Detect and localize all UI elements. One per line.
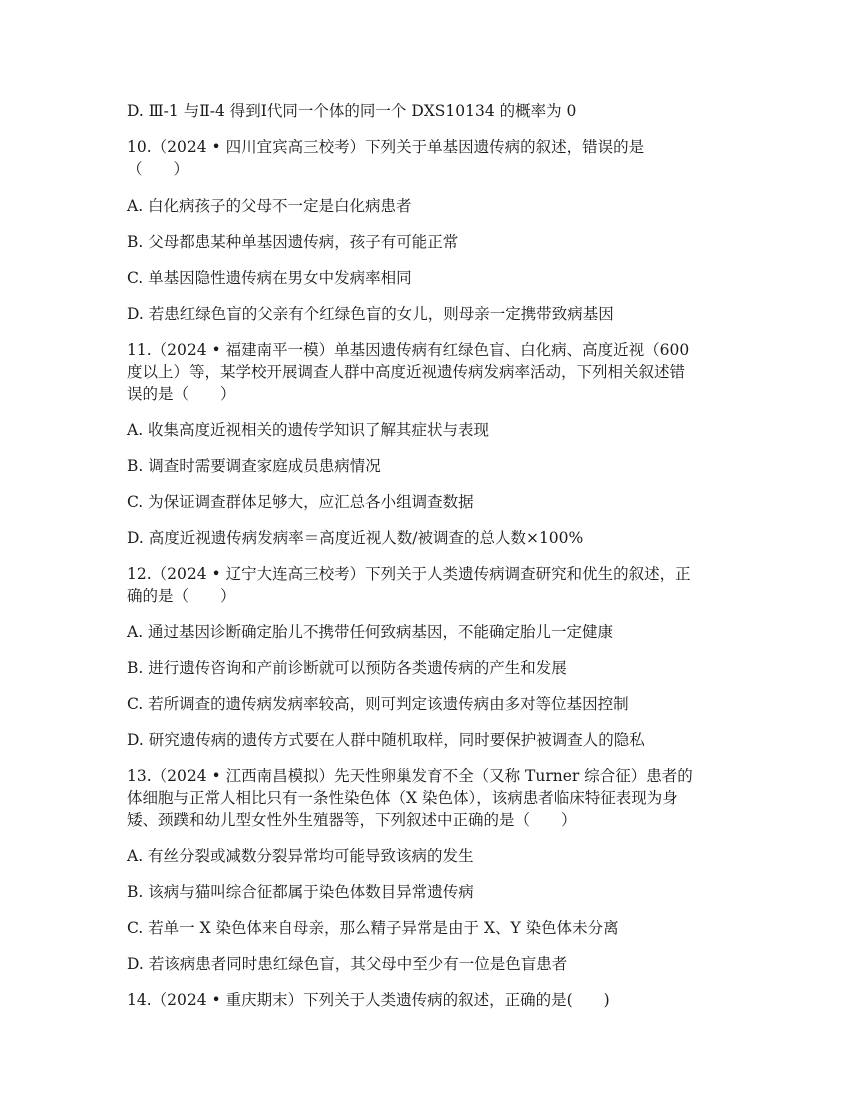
q10-option-c: C. 单基因隐性遗传病在男女中发病率相同	[127, 269, 412, 287]
q12-option-a: A. 通过基因诊断确定胎儿不携带任何致病基因，不能确定胎儿一定健康	[127, 623, 614, 641]
q14-stem: 14.（2024 • 重庆期末）下列关于人类遗传病的叙述，正确的是( )	[127, 991, 610, 1009]
q11-option-a: A. 收集高度近视相关的遗传学知识了解其症状与表现	[127, 421, 490, 439]
q13-stem-line3: 矮、颈蹼和幼儿型女性外生殖器等，下列叙述中正确的是（ ）	[127, 811, 577, 829]
q11-option-d: D. 高度近视遗传病发病率＝高度近视人数/被调查的总人数×100%	[127, 529, 584, 547]
q10-option-a: A. 白化病孩子的父母不一定是白化病患者	[127, 197, 412, 215]
q11-option-c: C. 为保证调查群体足够大，应汇总各小组调查数据	[127, 493, 474, 511]
q9-option-d: D. Ⅲ-1 与Ⅱ-4 得到Ⅰ代同一个体的同一个 DXS10134 的概率为 0	[127, 102, 577, 120]
q12-option-d: D. 研究遗传病的遗传方式要在人群中随机取样，同时要保护被调查人的隐私	[127, 731, 645, 749]
q13-option-b: B. 该病与猫叫综合征都属于染色体数目异常遗传病	[127, 883, 474, 901]
q12-stem-line2: 确的是（ ）	[127, 587, 236, 605]
q10-stem: 10.（2024 • 四川宜宾高三校考）下列关于单基因遗传病的叙述，错误的是	[127, 138, 645, 156]
q13-option-c: C. 若单一 X 染色体来自母亲，那么精子异常是由于 X、Y 染色体未分离	[127, 919, 619, 937]
q11-option-b: B. 调查时需要调查家庭成员患病情况	[127, 457, 381, 475]
q13-option-d: D. 若该病患者同时患红绿色盲，其父母中至少有一位是色盲患者	[127, 955, 568, 973]
q10-answer-blank: （ ）	[127, 160, 190, 178]
q13-option-a: A. 有丝分裂或减数分裂异常均可能导致该病的发生	[127, 847, 474, 865]
q11-stem-line3: 误的是（ ）	[127, 385, 236, 403]
q10-option-b: B. 父母都患某种单基因遗传病，孩子有可能正常	[127, 233, 459, 251]
q12-option-c: C. 若所调查的遗传病发病率较高，则可判定该遗传病由多对等位基因控制	[127, 695, 629, 713]
q13-stem-line2: 体细胞与正常人相比只有一条性染色体（X 染色体），该病患者临床特征表现为身	[127, 789, 678, 807]
q12-option-b: B. 进行遗传咨询和产前诊断就可以预防各类遗传病的产生和发展	[127, 659, 567, 677]
q11-stem-line2: 度以上）等，某学校开展调查人群中高度近视遗传病发病率活动，下列相关叙述错	[127, 363, 686, 381]
q13-stem-line1: 13.（2024 • 江西南昌模拟）先天性卵巢发育不全（又称 Turner 综合征）患者的	[127, 767, 693, 785]
q12-stem-line1: 12.（2024 • 辽宁大连高三校考）下列关于人类遗传病调查研究和优生的叙述，正	[127, 565, 691, 583]
q11-stem-line1: 11.（2024 • 福建南平一模）单基因遗传病有红绿色盲、白化病、高度近视（600	[127, 341, 690, 359]
q10-option-d: D. 若患红绿色盲的父亲有个红绿色盲的女儿，则母亲一定携带致病基因	[127, 305, 614, 323]
